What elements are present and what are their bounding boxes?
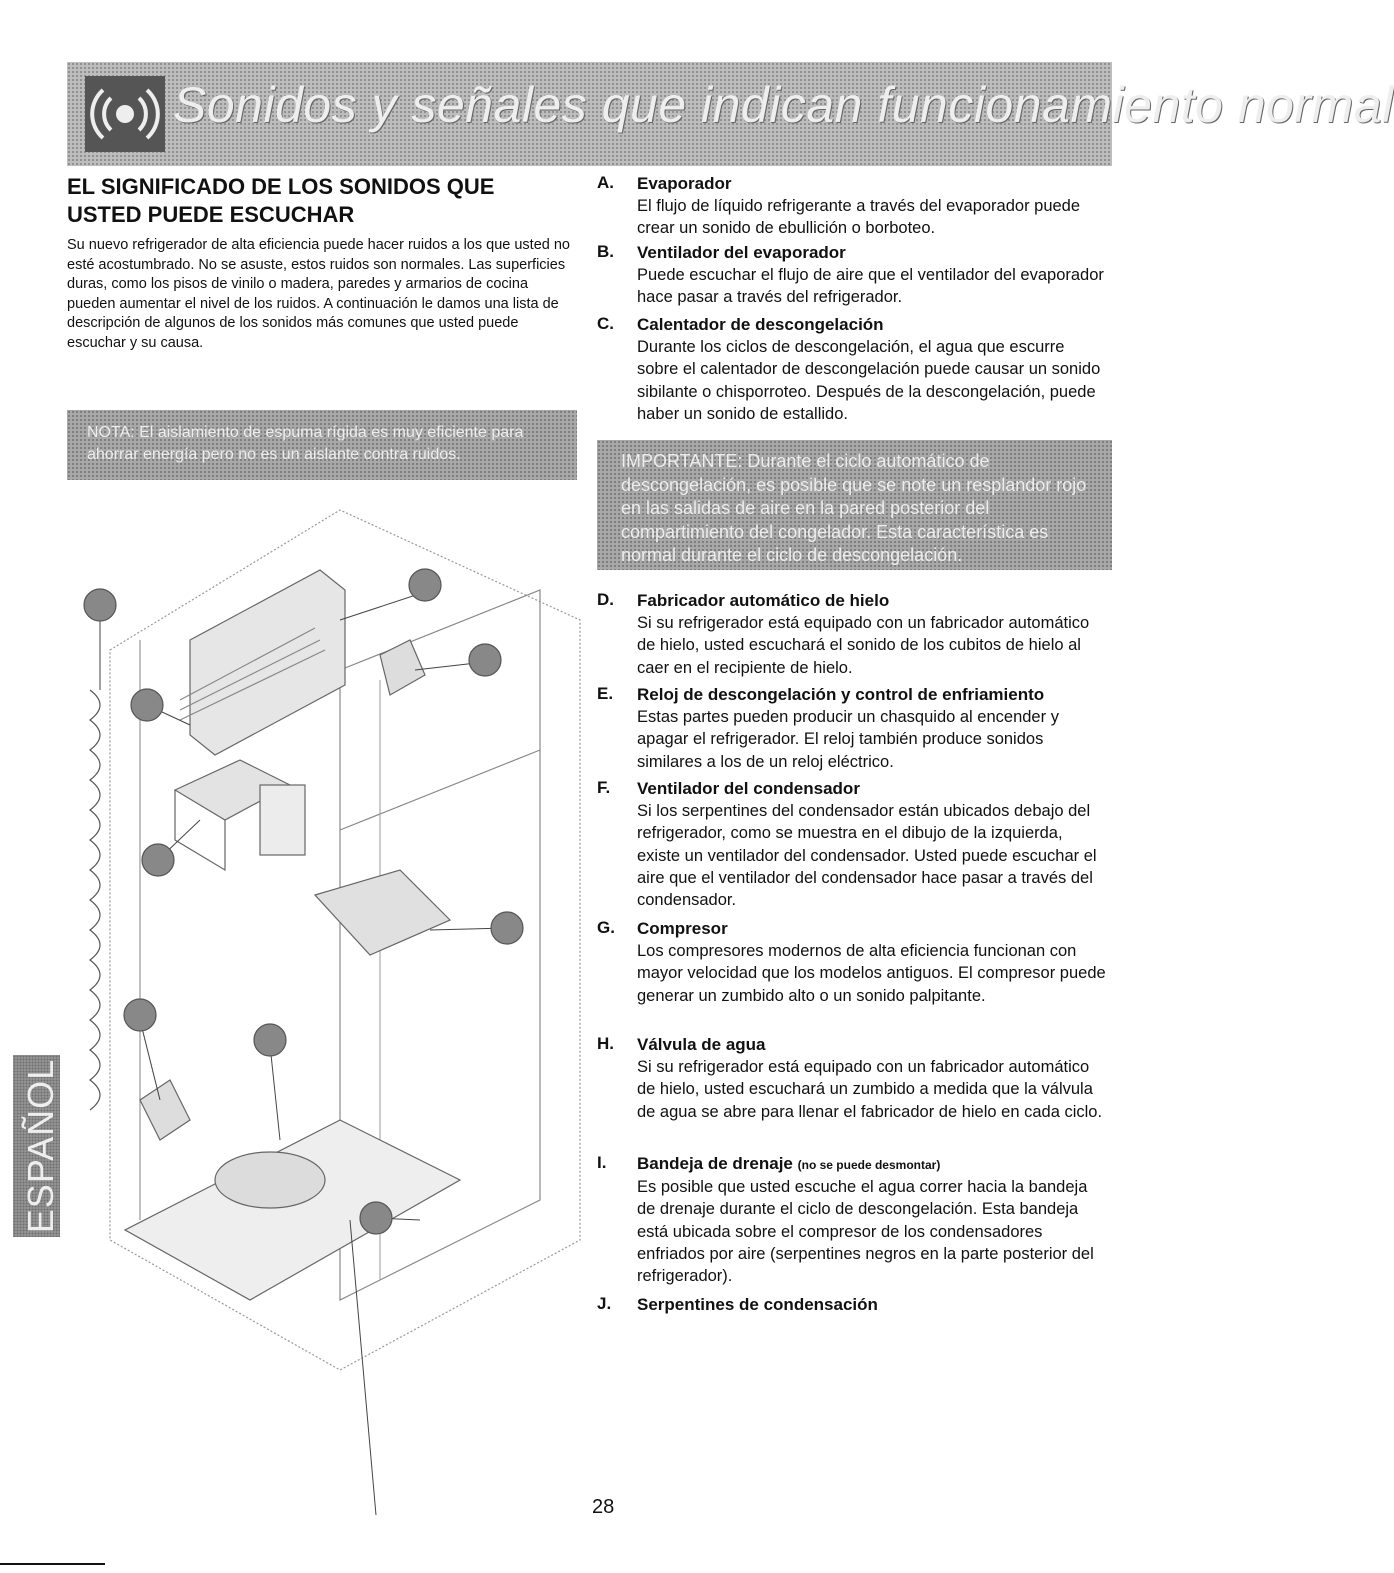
footer-rule (0, 1563, 105, 1565)
list-item (597, 173, 1107, 240)
item-body: Si los serpentines del condensador están ubicados debajo del refrigerador, como se muestra en el dibujo de la izquierda, existe un ventilador del condensador. Usted puede escuchar el aire que el ventilador del condensador hace pasar a través del condensador. (637, 802, 1097, 910)
note-box (67, 410, 577, 480)
item-body: Es posible que usted escuche el agua correr hacia la bandeja de drenaje durante el ciclo de descongelación. Esta bandeja está ubicada sobre el compresor de los condensadores enfriados por aire (serpentines negros en la parte posterior del refrigerador). (637, 1178, 1094, 1286)
list-item (597, 778, 1107, 911)
refrigerator-diagram (80, 500, 590, 1380)
item-title: Ventilador del evaporador (637, 243, 846, 262)
list-item (597, 1153, 1107, 1287)
item-letter: B. (597, 242, 614, 261)
item-letter: A. (597, 173, 614, 192)
language-tab (13, 1055, 60, 1237)
item-body: Puede escuchar el flujo de aire que el ventilador del evaporador hace pasar a través del refrigerador. (637, 266, 1104, 307)
item-title: Reloj de descongelación y control de enfriamiento (637, 685, 1045, 704)
item-body: Los compresores modernos de alta eficiencia funcionan con mayor velocidad que los modelos antiguos. El compresor puede generar un zumbido alto o un sonido palpitante. (637, 942, 1106, 1005)
language-tab-label: ESPAÑOL (20, 1058, 61, 1234)
intro-paragraph: Su nuevo refrigerador de alta eficiencia puede hacer ruidos a los que usted no esté acostumbrado. No se asuste, estos ruidos son normales. Las superficies duras, como los pisos de vinilo o madera, paredes y armarios de cocina pueden aumentar el nivel de los ruidos. A continuación le damos una lista de descripción de algunos de los sonidos más comunes que usted puede escuchar y su causa. (67, 237, 570, 351)
item-title: Compresor (637, 919, 728, 938)
item-letter: G. (597, 918, 615, 937)
item-title: Ventilador del condensador (637, 779, 860, 798)
item-title-text: Bandeja de drenaje (637, 1154, 793, 1173)
item-letter: J. (597, 1294, 612, 1313)
item-letter: D. (597, 590, 614, 609)
item-title: Calentador de descongelación (637, 315, 884, 334)
section-heading: EL SIGNIFICADO DE LOS SONIDOS QUE USTED PUEDE ESCUCHAR (67, 174, 495, 227)
sound-waves-icon (85, 76, 165, 152)
item-body: El flujo de líquido refrigerante a través del evaporador puede crear un sonido de ebullición o borboteo. (637, 197, 1081, 238)
item-letter: F. (597, 778, 611, 797)
item-title (637, 1153, 1107, 1176)
list-item (597, 918, 1107, 1007)
important-text: IMPORTANTE: Durante el ciclo automático de descongelación, es posible que se note un resplandor rojo en las salidas de aire en la pared posterior del compartimiento del congelador. Esta característica es normal durante el ciclo de descongelación. (621, 451, 1087, 565)
item-letter: C. (597, 314, 614, 333)
list-item (597, 242, 1107, 309)
item-body: Durante los ciclos de descongelación, el agua que escurre sobre el calentador de descongelación puede causar un sonido sibilante o chisporroteo. Después de la descongelación, puede haber un sonido de estallido. (637, 338, 1101, 423)
item-title: Evaporador (637, 174, 732, 193)
list-item (597, 684, 1107, 773)
item-body: Si su refrigerador está equipado con un fabricador automático de hielo, usted escuchará el sonido de los cubitos de hielo al caer en el recipiente de hielo. (637, 614, 1090, 677)
list-item (597, 590, 1107, 679)
item-letter: H. (597, 1034, 614, 1053)
list-item (597, 1034, 1107, 1123)
important-box (597, 440, 1112, 570)
note-text: NOTA: El aislamiento de espuma rígida es muy eficiente para ahorrar energía pero no es un aislante contra ruidos. (87, 424, 524, 463)
page-number: 28 (592, 1496, 615, 1518)
item-title-note: (no se puede desmontar) (797, 1158, 941, 1172)
item-title: Fabricador automático de hielo (637, 591, 890, 610)
list-item (597, 314, 1107, 425)
item-title: Válvula de agua (637, 1035, 766, 1054)
page-title: Sonidos y señales que indican funcionamiento normal (173, 77, 1394, 133)
item-letter: I. (597, 1153, 607, 1172)
list-item (597, 1294, 1107, 1316)
item-letter: E. (597, 684, 614, 703)
item-body: Si su refrigerador está equipado con un fabricador automático de hielo, usted escuchará un zumbido a medida que la válvula de agua se abre para llenar el fabricador de hielo en cada ciclo. (637, 1058, 1103, 1121)
item-body: Estas partes pueden producir un chasquido al encender y apagar el refrigerador. El reloj también produce sonidos similares a los de un reloj eléctrico. (637, 708, 1059, 771)
header-banner (67, 62, 1394, 166)
item-title: Serpentines de condensación (637, 1295, 878, 1314)
